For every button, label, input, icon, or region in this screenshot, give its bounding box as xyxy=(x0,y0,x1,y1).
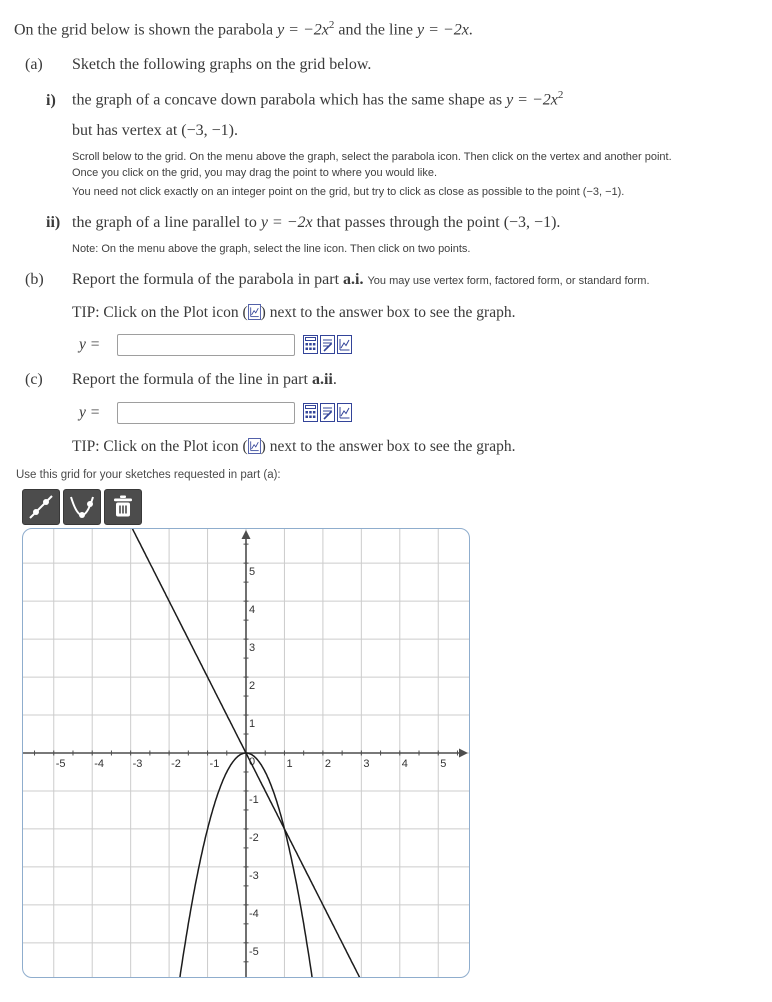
x-tick-label: 5 xyxy=(440,757,447,770)
part-c-tip xyxy=(72,437,772,456)
part-a-heading xyxy=(0,55,772,74)
part-b-text xyxy=(72,270,772,291)
part-c-text xyxy=(72,370,772,389)
calcpad-icon[interactable] xyxy=(303,335,318,354)
item-i-text-1: the graph of a concave down parabola which has the same shape as xyxy=(72,91,507,109)
part-c-text-1: Report the formula of the line in part xyxy=(72,370,312,388)
answer-label: y = xyxy=(79,403,101,421)
part-b-hint: You may use vertex form, factored form, or standard form. xyxy=(367,274,650,287)
x-tick-label: -2 xyxy=(171,757,181,770)
math-line-equation: y = −2x xyxy=(417,21,469,39)
graph-toolbar xyxy=(22,489,772,525)
x-tick-label: 3 xyxy=(363,757,370,770)
line-tool-button[interactable] xyxy=(22,489,60,525)
x-tick-label: 1 xyxy=(286,757,293,770)
y-tick-label: 1 xyxy=(249,717,256,730)
part-a-text: Sketch the following graphs on the grid below. xyxy=(72,56,372,74)
tip-text-1: TIP: Click on the Plot icon ( xyxy=(72,303,248,321)
part-a-item-ii xyxy=(0,213,772,232)
plot-icon xyxy=(248,438,261,454)
y-axis-arrow xyxy=(242,530,251,539)
y-tick-label: -1 xyxy=(249,793,259,806)
item-ii-text-2: that passes through the point (−3, −1). xyxy=(312,213,561,231)
problem-intro xyxy=(14,16,772,39)
x-tick-label: -4 xyxy=(94,757,104,770)
item-ii-text xyxy=(72,213,772,232)
math-line-parallel: y = −2x xyxy=(260,213,313,231)
parabola-answer-input[interactable] xyxy=(117,334,295,356)
item-ii-label: ii) xyxy=(46,213,61,231)
grid-caption: Use this grid for your sketches requested in part (a): xyxy=(16,468,281,481)
part-c-ref: a.ii xyxy=(311,370,333,388)
answer-label: y = xyxy=(79,335,101,353)
line-answer-input[interactable] xyxy=(117,402,295,424)
part-b-heading xyxy=(0,270,772,291)
item-ii-text-1: the graph of a line parallel to xyxy=(72,213,261,231)
graph-canvas[interactable] xyxy=(22,528,470,978)
part-b-text-1: Report the formula of the parabola in part xyxy=(72,270,344,288)
part-c-label: (c) xyxy=(25,370,43,388)
entry-icon-group xyxy=(303,403,352,422)
y-tick-label: -4 xyxy=(249,907,259,920)
plot-icon xyxy=(248,304,261,320)
answer-row-line xyxy=(79,401,772,425)
delete-tool-button[interactable] xyxy=(104,489,142,525)
part-b-ref: a.i. xyxy=(343,270,364,288)
plot-icon[interactable] xyxy=(337,335,352,354)
parabola-tool-icon xyxy=(66,491,98,523)
x-tick-label: -1 xyxy=(209,757,220,770)
entry-icon-group xyxy=(303,335,352,354)
part-a-label: (a) xyxy=(25,56,43,74)
plot-icon[interactable] xyxy=(337,403,352,422)
part-a-item-i xyxy=(0,86,772,109)
trash-icon xyxy=(109,493,137,521)
tip-text-2: ) next to the answer box to see the graph. xyxy=(260,437,516,455)
answer-row-parabola xyxy=(79,333,772,357)
y-tick-label: 4 xyxy=(249,603,256,616)
x-tick-label: 4 xyxy=(401,757,408,770)
y-tick-label: 3 xyxy=(249,641,256,654)
pencil-icon[interactable] xyxy=(320,403,335,422)
part-c-heading xyxy=(0,370,772,389)
y-tick-label: -5 xyxy=(249,945,259,958)
y-tick-label: -2 xyxy=(249,831,259,844)
x-tick-label: 2 xyxy=(324,757,332,770)
y-tick-label: 2 xyxy=(249,679,256,692)
pencil-icon[interactable] xyxy=(320,335,335,354)
part-b-label: (b) xyxy=(25,270,44,288)
parabola-tool-button[interactable] xyxy=(63,489,101,525)
exponent: 2 xyxy=(557,89,564,102)
y-tick-label: -3 xyxy=(249,869,259,882)
note-line-1: Scroll below to the grid. On the menu above the graph, select the parabola icon. Then click on the vertex and another point. xyxy=(72,150,672,163)
x-tick-label: -3 xyxy=(132,757,143,770)
part-c-text-2: . xyxy=(332,370,337,388)
intro-text-1: On the grid below is shown the parabola xyxy=(14,21,278,39)
x-axis-arrow xyxy=(459,748,468,757)
math-parabola-shape: y = −2x xyxy=(506,91,558,109)
coordinate-grid[interactable] xyxy=(23,529,469,977)
intro-text-2: and the line xyxy=(334,21,417,39)
item-i-text xyxy=(72,86,772,109)
tip-text-1: TIP: Click on the Plot icon ( xyxy=(72,437,248,455)
item-i-label: i) xyxy=(46,91,56,109)
part-b-tip xyxy=(72,303,772,322)
line-tool-icon xyxy=(25,491,57,523)
y-tick-label: 0 xyxy=(249,755,256,768)
item-i-note-2: You need not click exactly on an integer point on the grid, but try to click as close as possible to the point (−3, −1). xyxy=(72,185,625,198)
math-parabola-equation: y = −2x xyxy=(277,21,329,39)
tip-text-2: ) next to the answer box to see the graph. xyxy=(260,303,516,321)
intro-text-3: . xyxy=(468,21,473,39)
exponent: 2 xyxy=(328,19,335,31)
note-line-2: Once you click on the grid, you may drag the point to where you would like. xyxy=(72,166,438,179)
item-i-note-1 xyxy=(72,149,742,181)
x-tick-label: -5 xyxy=(55,757,66,770)
y-tick-label: 5 xyxy=(249,565,256,578)
item-ii-note: Note: On the menu above the graph, select the line icon. Then click on two points. xyxy=(72,242,471,255)
item-i-vertex-text: but has vertex at (−3, −1). xyxy=(72,121,238,139)
calcpad-icon[interactable] xyxy=(303,403,318,422)
